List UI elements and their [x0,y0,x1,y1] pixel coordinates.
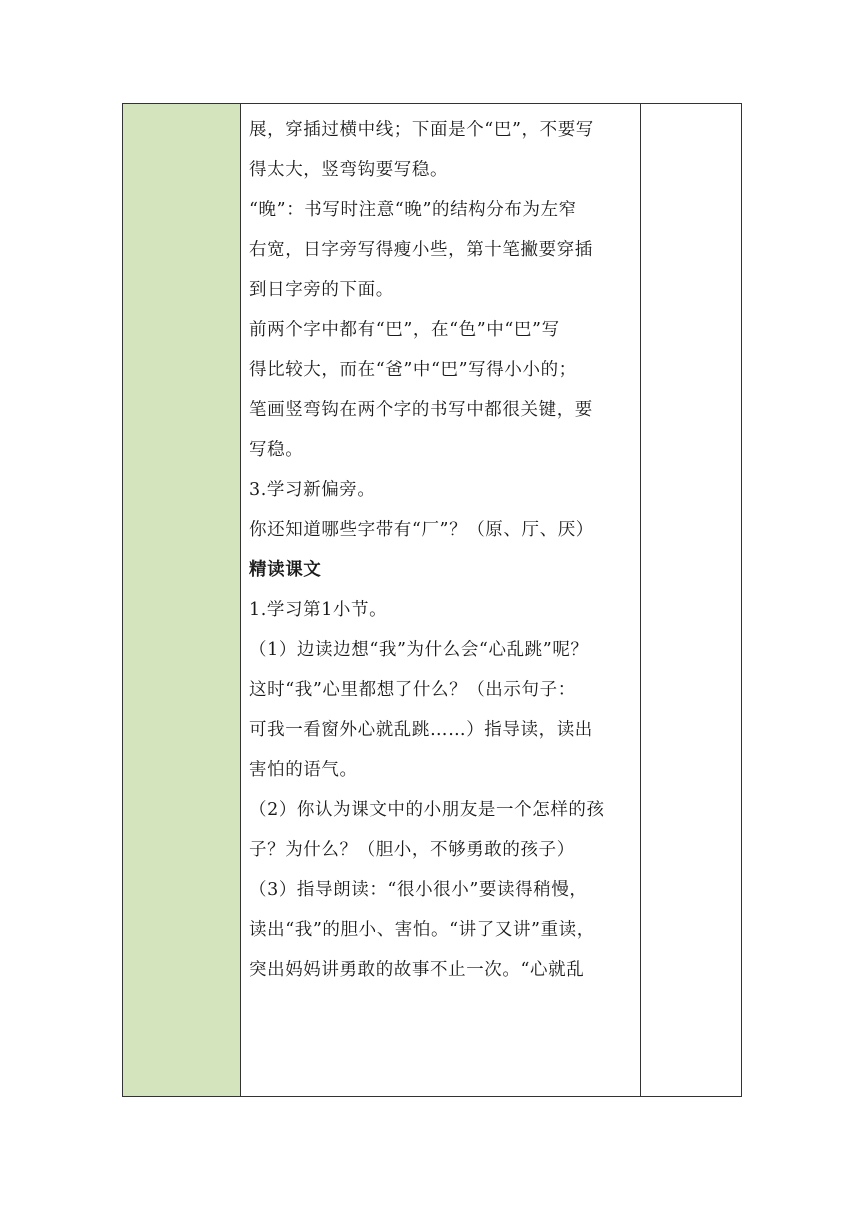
text-line: 得太大，竖弯钩要写稳。 [249,160,449,180]
text-line: （2）你认为课文中的小朋友是一个怎样的孩 [249,800,605,820]
text-line: 害怕的语气。 [249,760,358,780]
text-line: 前两个字中都有“巴”，在“色”中“巴”写 [249,320,560,340]
text-line: 你还知道哪些字带有“厂”？（原、厅、厌） [249,520,594,540]
text-line: 写稳。 [249,440,304,460]
text-line: 展，穿插过横中线；下面是个“巴”，不要写 [249,120,594,140]
section-heading: 精读课文 [249,560,322,580]
lesson-table [122,103,742,1097]
text-line: 到日字旁的下面。 [249,280,394,300]
notes-column [641,104,741,1096]
text-line: 子？为什么？（胆小，不够勇敢的孩子） [249,840,575,860]
text-line: （3）指导朗读：“很小很小”要读得稍慢， [249,880,588,900]
teaching-content-text [249,110,633,990]
text-line: 3.学习新偏旁。 [249,480,376,500]
text-line: 突出妈妈讲勇敢的故事不止一次。“心就乱 [249,960,585,980]
text-line: （1）边读边想“我”为什么会“心乱跳”呢？ [249,640,589,660]
text-line: 读出“我”的胆小、害怕。“讲了又讲”重读， [249,920,595,940]
text-line: 1.学习第1小节。 [249,600,388,620]
text-line: 这时“我”心里都想了什么？（出示句子： [249,680,576,700]
section-label-column [123,104,241,1096]
text-line: 可我一看窗外心就乱跳……）指导读，读出 [249,720,593,740]
text-line: 得比较大，而在“爸”中“巴”写得小小的； [249,360,577,380]
text-line: 右宽，日字旁写得瘦小些，第十笔撇要穿插 [249,240,593,260]
text-line: 笔画竖弯钩在两个字的书写中都很关键，要 [249,400,593,420]
teaching-content-column [241,104,641,1096]
text-line: “晚”：书写时注意“晚”的结构分布为左窄 [249,200,577,220]
